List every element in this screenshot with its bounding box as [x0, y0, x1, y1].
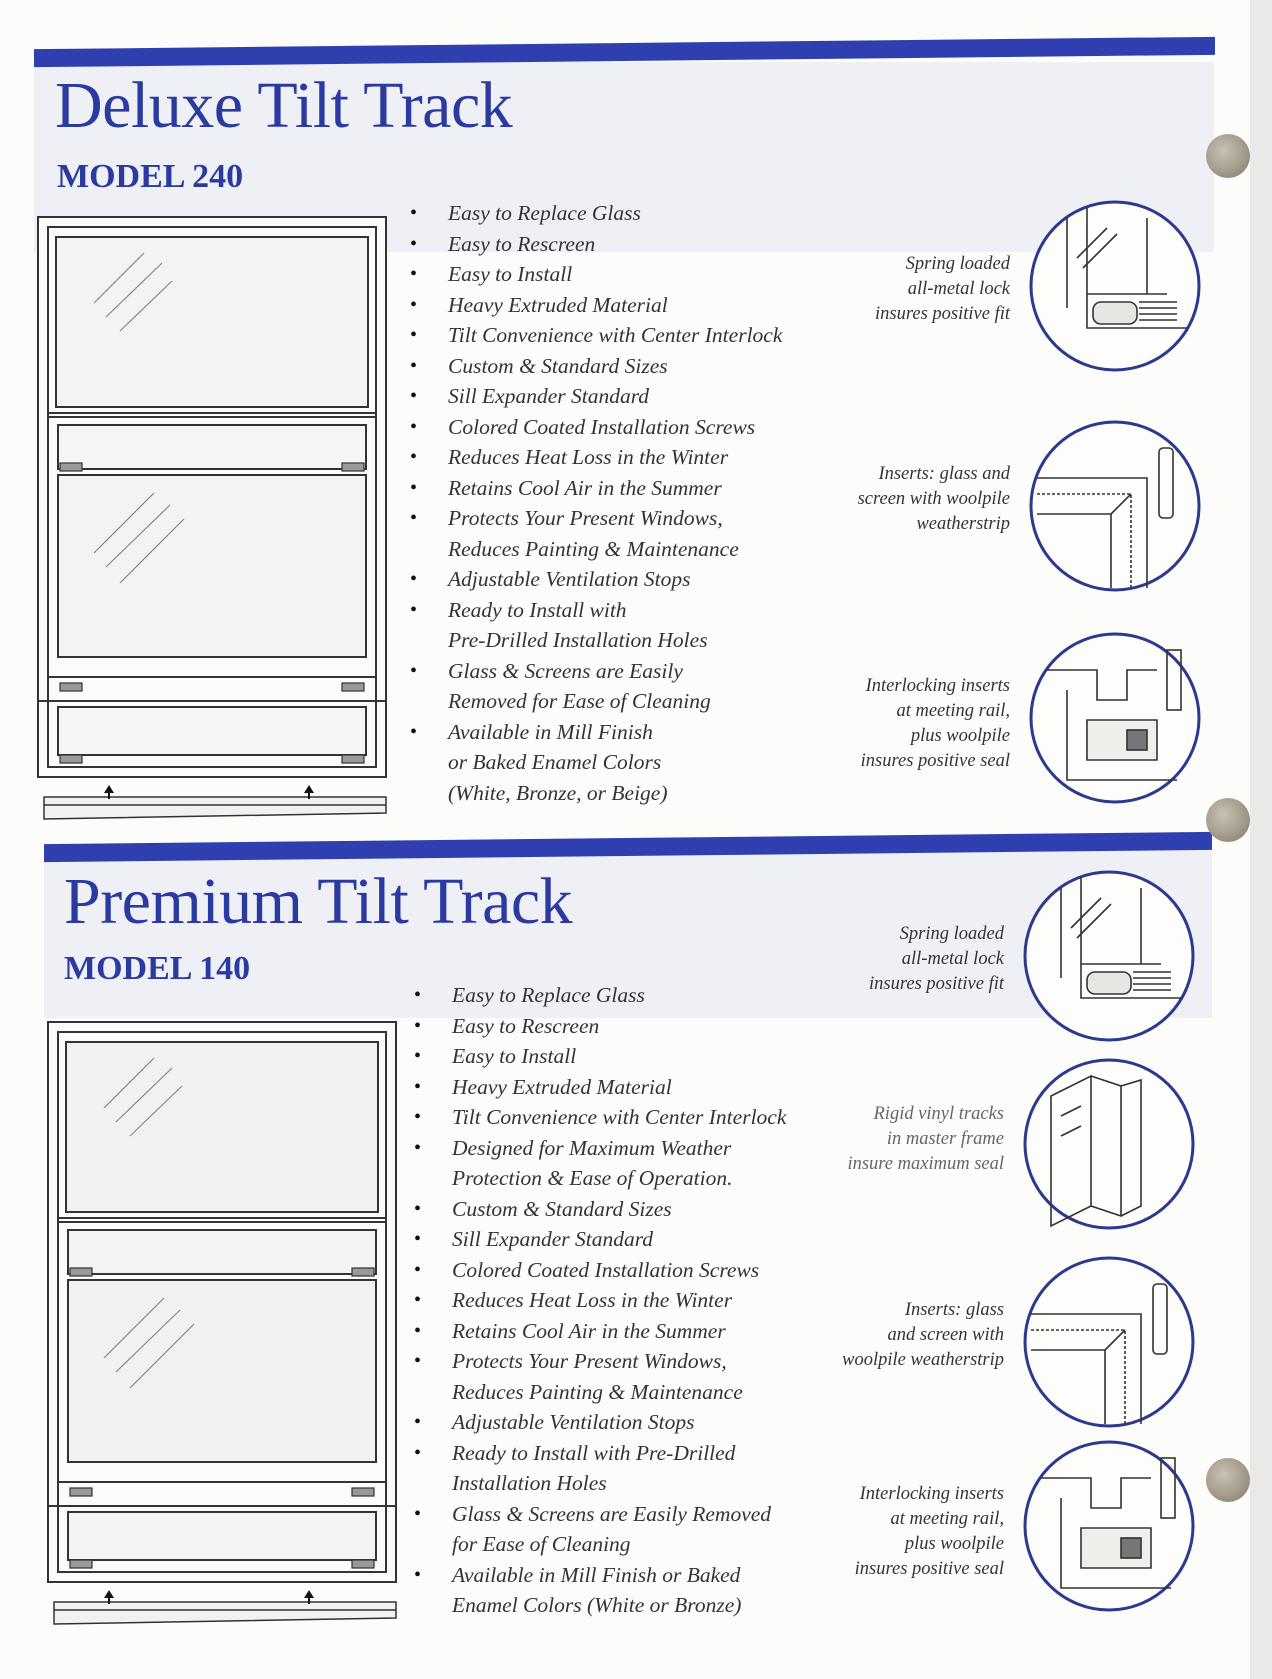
section-2-callout-interlock: Interlocking inserts at meeting rail, plus woolpile insures positive seal — [854, 1484, 1004, 1579]
section-1-title: Deluxe Tilt Track — [55, 69, 513, 142]
feature-item: • Glass & Screens are Easily Removed for Ease of Cleaning — [414, 1499, 786, 1560]
feature-item: • Sill Expander Standard — [410, 381, 782, 412]
feature-item: • Custom & Standard Sizes — [414, 1194, 786, 1225]
binder-pin — [1206, 1458, 1250, 1502]
feature-item: • Easy to Rescreen — [414, 1011, 786, 1042]
feature-item: • Easy to Install — [414, 1041, 786, 1072]
feature-item: • Colored Coated Installation Screws — [414, 1255, 786, 1286]
feature-item: • Available in Mill Finish or Baked Enamel Colors (White or Bronze) — [414, 1560, 786, 1621]
feature-item: • Custom & Standard Sizes — [410, 351, 782, 382]
binder-pin — [1206, 798, 1250, 842]
section-1-model: MODEL 240 — [57, 158, 244, 195]
feature-item: • Ready to Install with Pre-Drilled Installation Holes — [414, 1438, 786, 1499]
section-2-model: MODEL 140 — [64, 950, 251, 987]
section-1-callout-interlock: Interlocking inserts at meeting rail, plus woolpile insures positive seal — [860, 676, 1010, 771]
feature-item: • Tilt Convenience with Center Interlock — [414, 1102, 786, 1133]
feature-item: • Colored Coated Installation Screws — [410, 412, 782, 443]
lock-detail-icon — [1027, 198, 1203, 374]
feature-item: • Protects Your Present Windows, Reduces Painting & Maintenance — [414, 1346, 786, 1407]
feature-item: • Reduces Heat Loss in the Winter — [410, 442, 782, 473]
feature-item: • Tilt Convenience with Center Interlock — [410, 320, 782, 351]
feature-item: • Heavy Extruded Material — [414, 1072, 786, 1103]
feature-item: • Adjustable Ventilation Stops — [410, 564, 782, 595]
section-1-callout-lock: Spring loaded all-metal lock insures positive fit — [875, 254, 1010, 324]
feature-item: • Sill Expander Standard — [414, 1224, 786, 1255]
feature-item: • Easy to Replace Glass — [414, 980, 786, 1011]
section-2-feature-list — [414, 980, 786, 1621]
feature-item: • Available in Mill Finish or Baked Enamel Colors (White, Bronze, or Beige) — [410, 717, 782, 809]
feature-item: • Easy to Install — [410, 259, 782, 290]
section-1-callout-inserts: Inserts: glass and screen with woolpile weatherstrip — [857, 464, 1010, 534]
section-2-callout-vinyl-tracks: Rigid vinyl tracks in master frame insure maximum seal — [847, 1104, 1004, 1174]
feature-item: • Retains Cool Air in the Summer — [410, 473, 782, 504]
insert-corner-detail-icon — [1021, 1254, 1197, 1430]
window-diagram-model-140 — [44, 1018, 404, 1628]
feature-item: • Ready to Install with Pre-Drilled Installation Holes — [410, 595, 782, 656]
binder-pin — [1206, 134, 1250, 178]
feature-item: • Glass & Screens are Easily Removed for Ease of Cleaning — [410, 656, 782, 717]
feature-item: • Protects Your Present Windows, Reduces Painting & Maintenance — [410, 503, 782, 564]
meeting-rail-detail-icon — [1021, 1438, 1197, 1614]
feature-item: • Heavy Extruded Material — [410, 290, 782, 321]
meeting-rail-detail-icon — [1027, 630, 1203, 806]
feature-item: • Easy to Rescreen — [410, 229, 782, 260]
window-diagram-model-240 — [34, 213, 394, 823]
feature-item: • Reduces Heat Loss in the Winter — [414, 1285, 786, 1316]
feature-item: • Easy to Replace Glass — [410, 198, 782, 229]
section-2-callout-lock: Spring loaded all-metal lock insures positive fit — [869, 924, 1004, 994]
vinyl-track-detail-icon — [1021, 1056, 1197, 1232]
lock-detail-icon — [1021, 868, 1197, 1044]
section-2-title: Premium Tilt Track — [64, 865, 573, 938]
section-1-feature-list — [410, 198, 782, 808]
feature-item: • Adjustable Ventilation Stops — [414, 1407, 786, 1438]
feature-item: • Designed for Maximum Weather Protection & Ease of Operation. — [414, 1133, 786, 1194]
section-2-callout-inserts: Inserts: glass and screen with woolpile weatherstrip — [842, 1300, 1004, 1370]
insert-corner-detail-icon — [1027, 418, 1203, 594]
feature-item: • Retains Cool Air in the Summer — [414, 1316, 786, 1347]
